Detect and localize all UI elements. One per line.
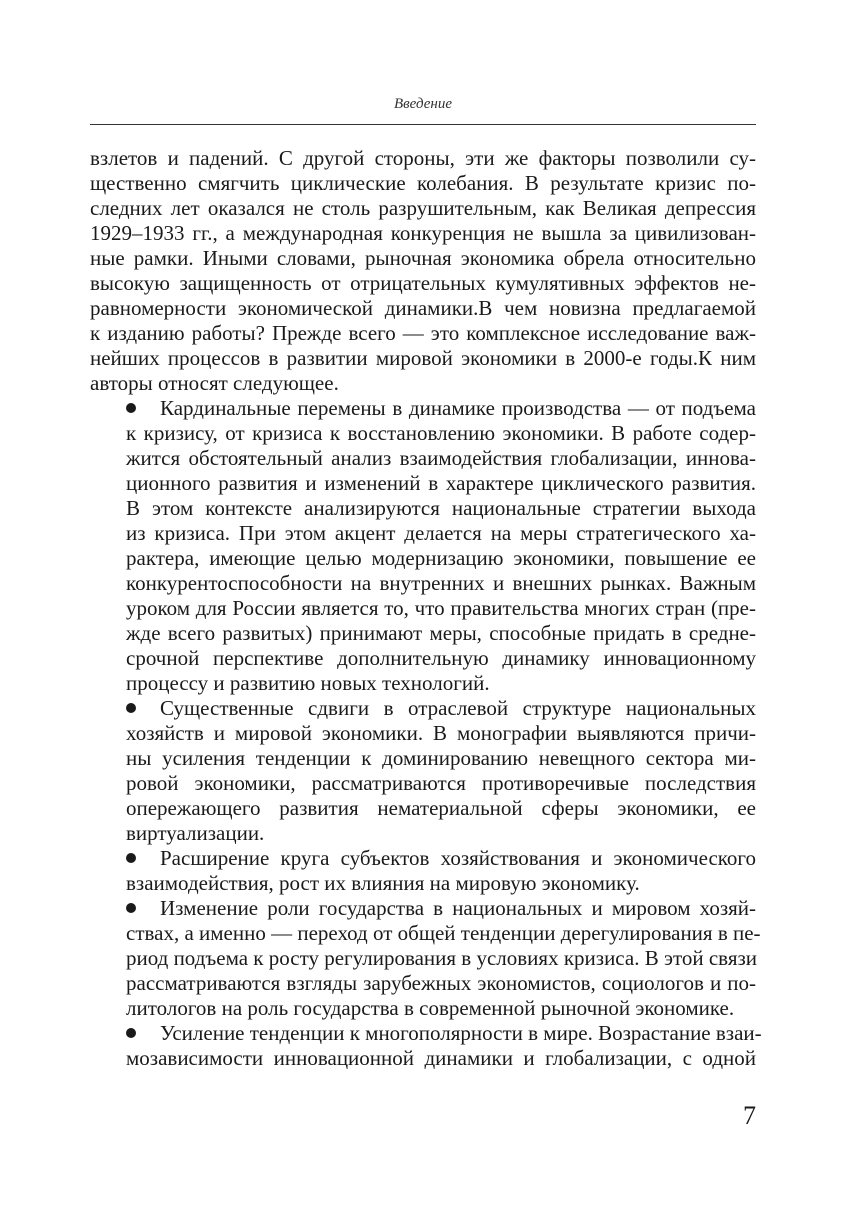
text-line: щественно смягчить циклические колебания. В результате кризис по- — [90, 171, 756, 195]
text-line: следних лет оказался не столь разрушительным, как Великая депрессия — [90, 196, 756, 220]
text-line: ные рамки. Иными словами, рыночная экономика обрела относительно — [90, 246, 756, 270]
text-line: хозяйств и мировой экономики. В монографии выявляются причи- — [126, 721, 756, 745]
bullet-icon — [126, 853, 136, 863]
text-line: Кардинальные перемены в динамике производства — от подъема — [160, 396, 756, 420]
page-number: 7 — [743, 1101, 756, 1130]
bullet-item-3 — [126, 846, 756, 871]
bullet-item-2 — [126, 696, 756, 721]
text-line: риод подъема к росту регулирования в условиях кризиса. В этой связи — [126, 946, 758, 970]
text-line: Изменение роли государства в национальных и мировом хозяй- — [160, 896, 756, 920]
text-line: ровой экономики, рассматриваются противоречивые последствия — [126, 771, 756, 795]
text-line: Усиление тенденции к многополярности в мире. Возрастание взаи- — [160, 1021, 762, 1045]
bullet-icon — [126, 403, 136, 413]
text-line: 1929–1933 гг., а международная конкуренция не вышла за цивилизован- — [90, 221, 756, 245]
text-line: Существенные сдвиги в отраслевой структуре национальных — [160, 696, 756, 720]
bullet-item-5 — [126, 1021, 762, 1046]
text-line: уроком для России является то, что правительства многих стран (пре- — [126, 596, 756, 620]
text-line: рактера, имеющие целью модернизацию экономики, повышение ее — [126, 546, 756, 570]
text-line: высокую защищенность от отрицательных кумулятивных эффектов не- — [90, 271, 756, 295]
text-line: ны усиления тенденции к доминированию невещного сектора ми- — [126, 746, 756, 770]
text-line: литологов на роль государства в современной рыночной экономике. — [126, 996, 735, 1020]
running-head: Введение — [394, 96, 452, 112]
text-line: конкурентоспособности на внутренних и внешних рынках. Важным — [126, 571, 756, 595]
text-line: из кризиса. При этом акцент делается на меры стратегического ха- — [126, 521, 756, 545]
bullet-item-1 — [126, 396, 756, 421]
text-line: взлетов и падений. С другой стороны, эти же факторы позволили су- — [90, 146, 756, 170]
text-line: жде всего развитых) принимают меры, способные придать в средне- — [126, 621, 756, 645]
text-line: В этом контексте анализируются национальные стратегии выхода — [126, 496, 756, 520]
bullet-icon — [126, 703, 136, 713]
bullet-icon — [126, 903, 136, 913]
bullet-item-4 — [126, 896, 756, 921]
text-line: к изданию работы? Прежде всего — это комплексное исследование важ- — [90, 321, 756, 345]
text-line: жится обстоятельный анализ взаимодействия глобализации, иннова- — [126, 446, 756, 470]
bullet-icon — [126, 1028, 136, 1038]
header-rule — [90, 124, 756, 125]
text-line: процессу и развитию новых технологий. — [126, 671, 490, 695]
text-line: ствах, а именно — переход от общей тенденции дерегулирования в пе- — [126, 921, 761, 945]
text-line: виртуализации. — [126, 821, 265, 845]
text-line: к кризису, от кризиса к восстановлению экономики. В работе содер- — [126, 421, 756, 445]
text-line: равномерности экономической динамики.В чем новизна предлагаемой — [90, 296, 756, 320]
text-line: мозависимости инновационной динамики и глобализации, с одной — [126, 1046, 756, 1070]
text-line: ционного развития и изменений в характере циклического развития. — [126, 471, 756, 495]
text-line: рассматриваются взгляды зарубежных экономистов, социологов и по- — [126, 971, 756, 995]
text-line: взаимодействия, рост их влияния на мировую экономику. — [126, 871, 640, 895]
text-line: опережающего развития нематериальной сферы экономики, ее — [126, 796, 756, 820]
text-line: Расширение круга субъектов хозяйствования и экономического — [160, 846, 756, 870]
text-line: авторы относят следующее. — [90, 371, 339, 395]
text-line: срочной перспективе дополнительную динамику инновационному — [126, 646, 756, 670]
text-line: нейших процессов в развитии мировой экономики в 2000-е годы.К ним — [90, 346, 756, 370]
